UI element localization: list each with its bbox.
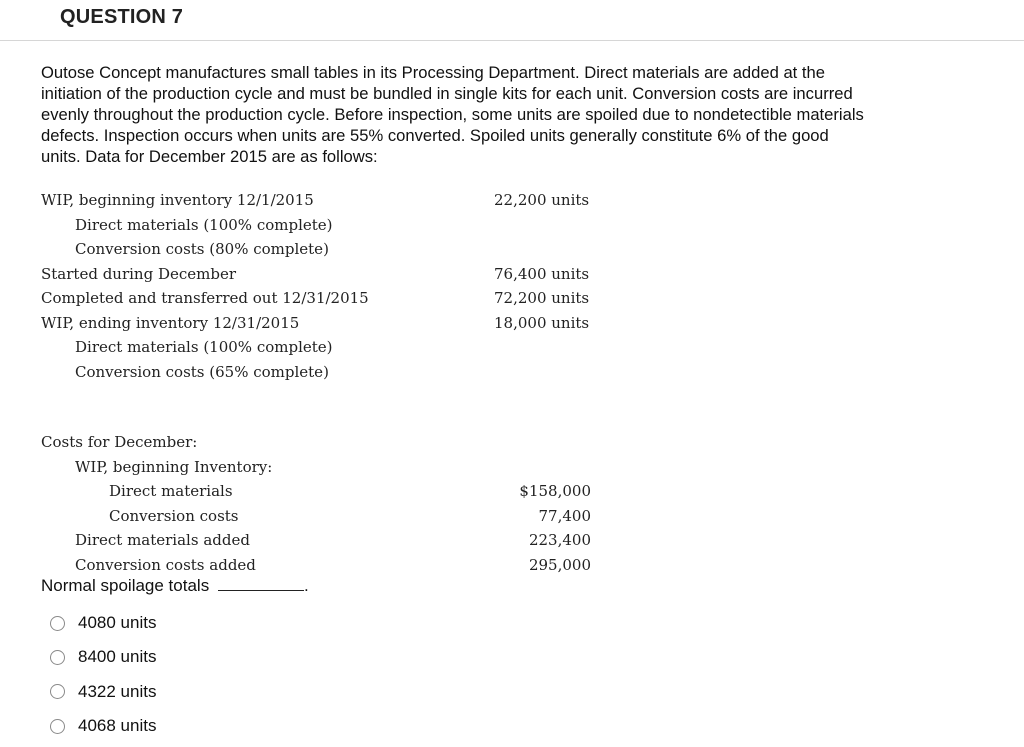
units-row-label: WIP, ending inventory 12/31/2015 bbox=[41, 313, 300, 332]
question-title: QUESTION 7 bbox=[60, 6, 184, 28]
units-row bbox=[41, 262, 621, 287]
units-row bbox=[41, 286, 621, 311]
radio-button[interactable] bbox=[50, 719, 65, 734]
units-row bbox=[41, 360, 621, 385]
prompt-line: units. Data for December 2015 are as follows: bbox=[41, 147, 378, 166]
costs-heading: Costs for December: bbox=[41, 433, 198, 451]
costs-row bbox=[41, 553, 621, 578]
units-row bbox=[41, 237, 621, 262]
answer-option-label[interactable]: 8400 units bbox=[78, 647, 157, 667]
answer-prompt bbox=[41, 576, 309, 596]
radio-button[interactable] bbox=[50, 650, 65, 665]
costs-subheading: WIP, beginning Inventory: bbox=[75, 457, 273, 476]
units-row-label: Direct materials (100% complete) bbox=[75, 338, 333, 356]
units-row-value: 76,400 units bbox=[494, 264, 590, 283]
table-spacer bbox=[41, 408, 621, 430]
costs-row-label: Conversion costs bbox=[109, 506, 239, 525]
costs-row-label: Direct materials bbox=[109, 482, 233, 500]
answer-option-label[interactable]: 4322 units bbox=[78, 681, 157, 701]
costs-row-value: $158,000 bbox=[519, 482, 591, 500]
costs-heading-row bbox=[41, 430, 621, 455]
units-row-label: Completed and transferred out 12/31/2015 bbox=[41, 289, 369, 307]
costs-row-label: Conversion costs added bbox=[75, 555, 256, 574]
answer-option[interactable] bbox=[50, 640, 156, 674]
costs-subheading-row bbox=[41, 455, 621, 480]
units-row bbox=[41, 335, 621, 360]
units-row-label: Conversion costs (80% complete) bbox=[75, 240, 329, 258]
costs-row-label: Direct materials added bbox=[75, 531, 250, 549]
title-divider bbox=[0, 40, 1024, 41]
production-data-table bbox=[41, 188, 621, 577]
answer-option[interactable] bbox=[50, 675, 156, 709]
units-row-label: Direct materials (100% complete) bbox=[75, 215, 333, 234]
units-row-label: WIP, beginning inventory 12/1/2015 bbox=[41, 191, 314, 209]
costs-row bbox=[41, 504, 621, 529]
costs-row bbox=[41, 479, 621, 504]
prompt-line: evenly throughout the production cycle. Before inspection, some units are spoiled due to nondetectible materials bbox=[41, 105, 864, 124]
answer-option[interactable] bbox=[50, 709, 156, 743]
question-prompt bbox=[41, 62, 1001, 167]
units-row-label: Conversion costs (65% complete) bbox=[75, 362, 329, 381]
prompt-line: Outose Concept manufactures small tables in its Processing Department. Direct materials are added at the bbox=[41, 63, 825, 82]
answer-prompt-text: Normal spoilage totals bbox=[41, 576, 210, 595]
answer-option[interactable] bbox=[50, 606, 156, 640]
costs-row-value: 295,000 bbox=[528, 555, 591, 574]
answer-blank bbox=[218, 576, 304, 591]
units-row-value: 22,200 units bbox=[494, 191, 590, 209]
prompt-line: initiation of the production cycle and must be bundled in single kits for each unit. Conversion costs are incurred bbox=[41, 84, 853, 103]
prompt-line: defects. Inspection occurs when units are 55% converted. Spoiled units generally constitute 6% of the good bbox=[41, 126, 829, 145]
costs-row-value: 77,400 bbox=[538, 506, 591, 525]
radio-button[interactable] bbox=[50, 616, 65, 631]
units-row bbox=[41, 311, 621, 336]
answer-option-label[interactable]: 4080 units bbox=[78, 613, 157, 633]
costs-row bbox=[41, 528, 621, 553]
answer-option-label[interactable]: 4068 units bbox=[78, 716, 157, 736]
units-row bbox=[41, 188, 621, 213]
radio-button[interactable] bbox=[50, 684, 65, 699]
costs-row-value: 223,400 bbox=[528, 531, 591, 549]
units-row bbox=[41, 213, 621, 238]
units-row-value: 72,200 units bbox=[494, 289, 590, 307]
units-row-label: Started during December bbox=[41, 264, 237, 283]
answer-options bbox=[50, 606, 156, 743]
table-spacer bbox=[41, 384, 621, 408]
answer-prompt-period: . bbox=[303, 576, 309, 595]
units-row-value: 18,000 units bbox=[494, 313, 590, 332]
